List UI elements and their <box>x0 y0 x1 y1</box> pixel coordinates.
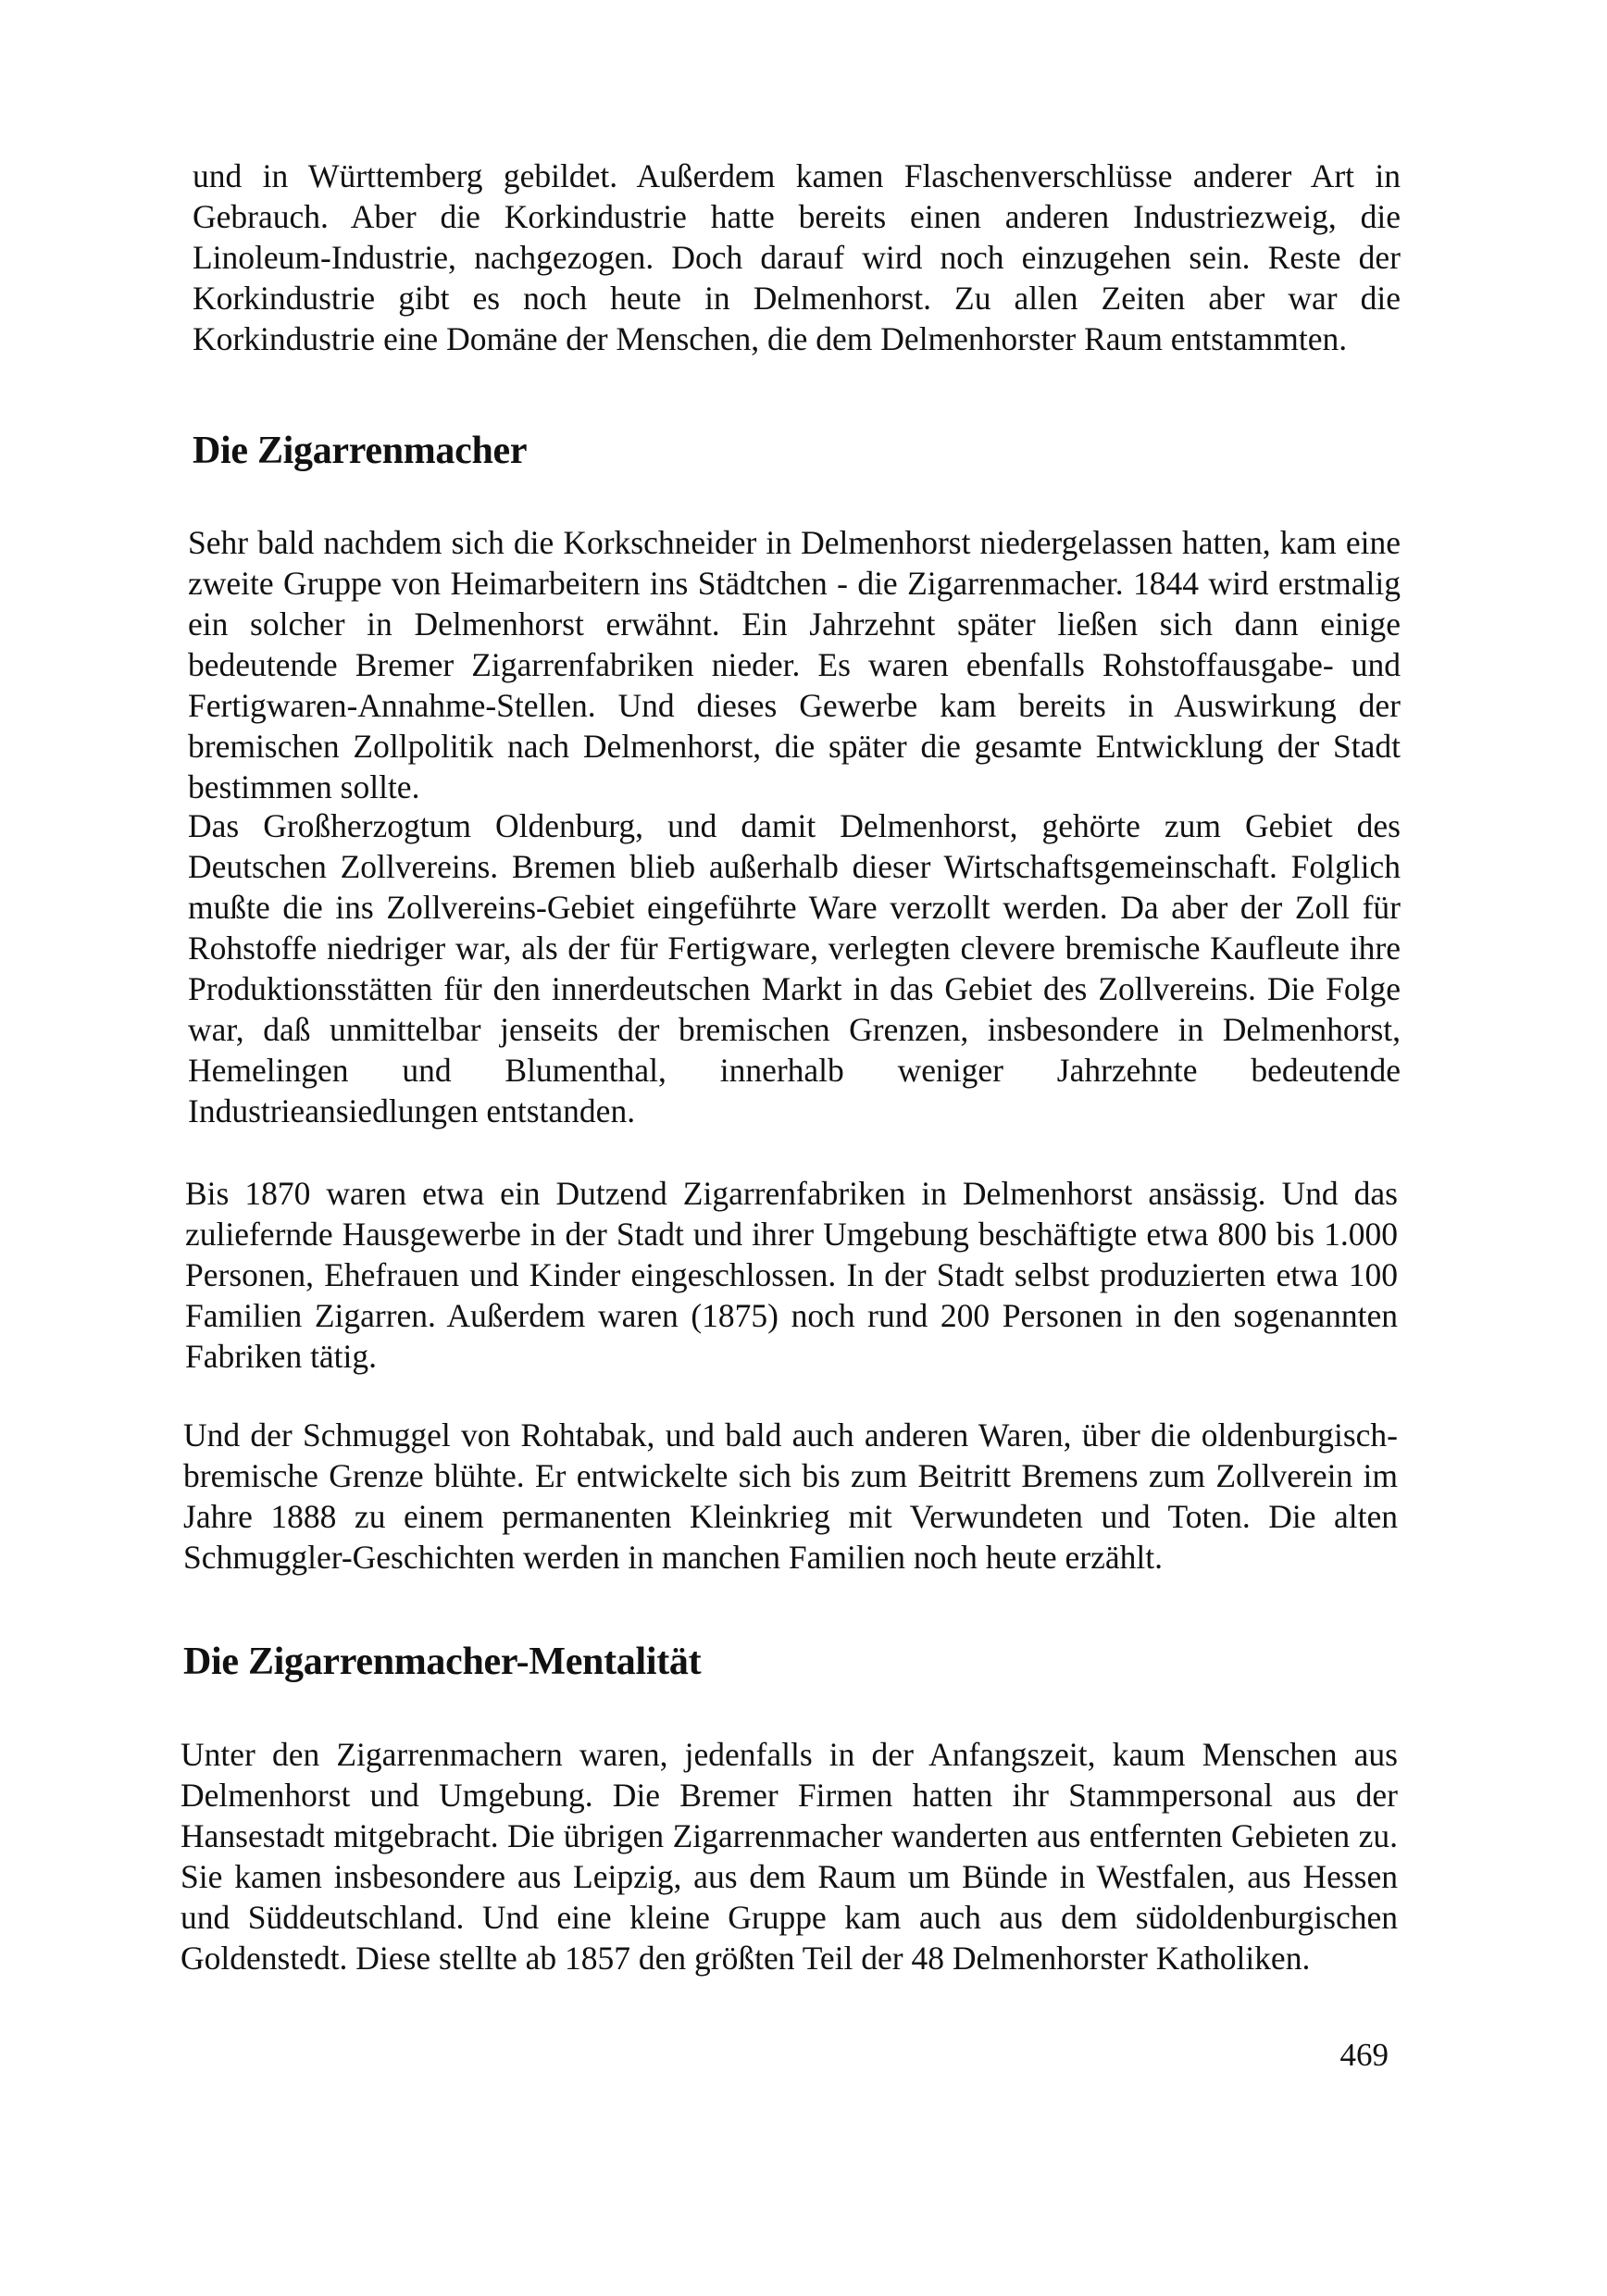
paragraph-zigarrenmacher-2: Das Großherzogtum Oldenburg, und damit Delmenhorst, gehörte zum Gebiet des Deutschen Zollvereins. Bremen blieb außerhalb dieser Wirtschaftsgemeinschaft. Folglich mußte die ins Zollvereins-Gebiet eingeführte Ware verzollt werden. Da aber der Zoll für Rohstoffe niedriger war, als der für Fertigware, verlegten clevere bremische Kaufleute ihre Produktionsstätten für den innerdeutschen Markt in das Gebiet des Zollvereins. Die Folge war, daß unmittelbar jenseits der bremischen Grenzen, insbesondere in Delmenhorst, Hemelingen und Blumenthal, innerhalb weniger Jahrzehnte bedeutende Industrieansiedlungen entstanden. <box>188 807 1401 1129</box>
section-heading-zigarrenmacher: Die Zigarrenmacher <box>193 430 528 472</box>
section-heading-mentalitaet: Die Zigarrenmacher-Mentalität <box>183 1641 702 1683</box>
paragraph-zigarrenmacher-4: Und der Schmuggel von Rohtabak, und bald auch anderen Waren, über die oldenburgisch-bremische Grenze blühte. Er entwickelte sich bis zum Beitritt Bremens zum Zollverein im Jahre 1888 zu einem permanenten Kleinkrieg mit Verwundeten und Toten. Die alten Schmuggler-Geschichten werden in manchen Familien noch heute erzählt. <box>183 1416 1398 1576</box>
page-number: 469 <box>1339 2037 1389 2073</box>
paragraph-mentalitaet-1: Unter den Zigarrenmachern waren, jedenfalls in der Anfangszeit, kaum Menschen aus Delmenhorst und Umgebung. Die Bremer Firmen hatten ihr Stammpersonal aus der Hansestadt mitgebracht. Die übrigen Zigarrenmacher wanderten aus entfernten Gebieten zu. Sie kamen insbesondere aus Leipzig, aus dem Raum um Bünde in Westfalen, aus Hessen und Süddeutschland. Und eine kleine Gruppe kam auch aus dem südoldenburgischen Goldenstedt. Diese stellte ab 1857 den größten Teil der 48 Delmenhorster Katholiken. <box>181 1736 1398 1977</box>
paragraph-zigarrenmacher-1: Sehr bald nachdem sich die Korkschneider in Delmenhorst niedergelassen hatten, kam eine zweite Gruppe von Heimarbeitern ins Städtchen - die Zigarrenmacher. 1844 wird erstmalig ein solcher in Delmenhorst erwähnt. Ein Jahrzehnt später ließen sich dann einige bedeutende Bremer Zigarrenfabriken nieder. Es waren ebenfalls Rohstoffausgabe- und Fertigwaren-Annahme-Stellen. Und dieses Gewerbe kam bereits in Auswirkung der bremischen Zollpolitik nach Delmenhorst, die später die gesamte Entwicklung der Stadt bestimmen sollte. <box>188 524 1401 805</box>
paragraph-zigarrenmacher-3: Bis 1870 waren etwa ein Dutzend Zigarrenfabriken in Delmenhorst ansässig. Und das zuliefernde Hausgewerbe in der Stadt und ihrer Umgebung beschäftigte etwa 800 bis 1.000 Personen, Ehefrauen und Kinder eingeschlossen. In der Stadt selbst produzierten etwa 100 Familien Zigarren. Außerdem waren (1875) noch rund 200 Personen in den sogenannten Fabriken tätig. <box>185 1175 1398 1375</box>
intro-paragraph: und in Württemberg gebildet. Außerdem kamen Flaschenverschlüsse anderer Art in Gebrauch. Aber die Korkindustrie hatte bereits einen anderen Industriezweig, die Linoleum-Industrie, nachgezogen. Doch darauf wird noch einzugehen sein. Reste der Korkindustrie gibt es noch heute in Delmenhorst. Zu allen Zeiten aber war die Korkindustrie eine Domäne der Menschen, die dem Delmenhorster Raum entstammten. <box>193 157 1401 357</box>
